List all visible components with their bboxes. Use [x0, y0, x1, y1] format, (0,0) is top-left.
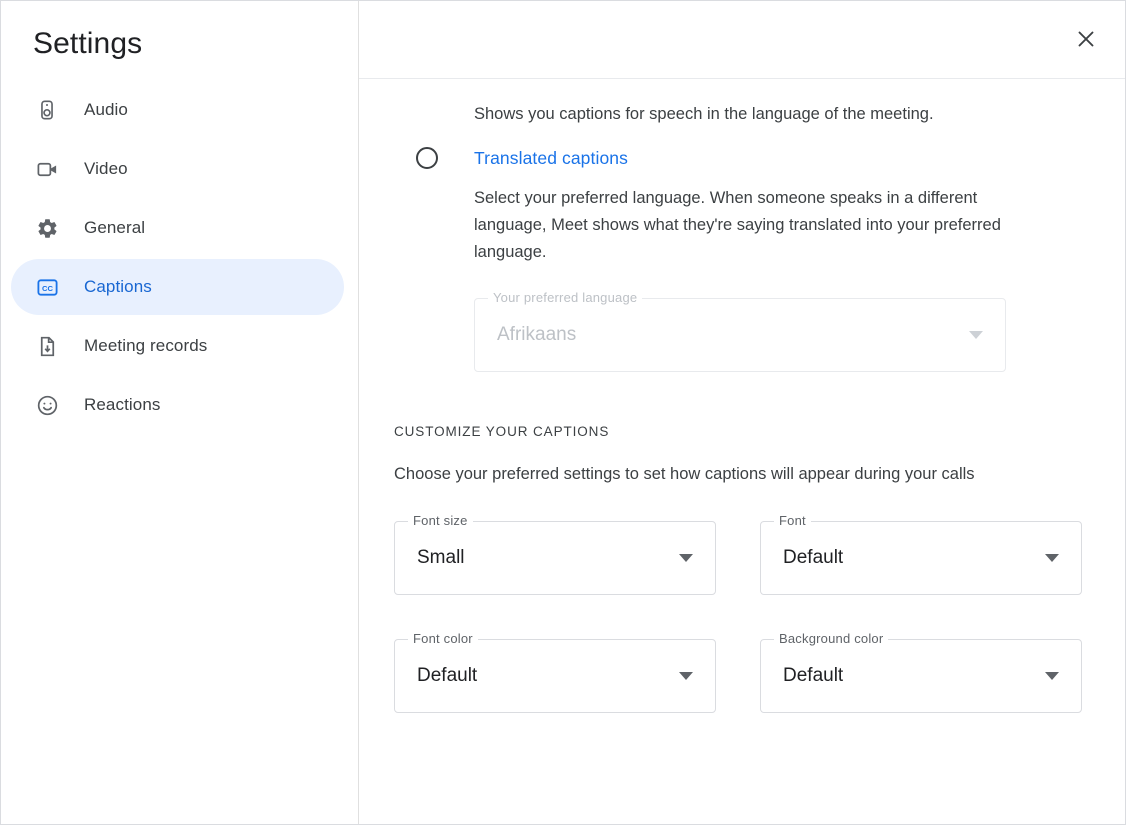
background-color-legend: Background color: [774, 631, 888, 646]
speaker-icon: [35, 98, 59, 122]
gear-icon: [35, 216, 59, 240]
file-download-icon: [35, 334, 59, 358]
captions-lead-text: Shows you captions for speech in the language of the meeting.: [474, 105, 934, 123]
background-color-select[interactable]: [760, 631, 1082, 713]
font-size-value: Small: [417, 547, 465, 568]
sidebar-item-label: Meeting records: [84, 336, 208, 355]
chevron-down-icon: [1045, 672, 1059, 680]
video-camera-icon: [35, 157, 59, 181]
smiley-face-icon: [35, 393, 59, 417]
customize-captions-grid: [394, 513, 1082, 713]
chevron-down-icon: [969, 331, 983, 339]
font-color-value: Default: [417, 665, 478, 686]
sidebar-item-general[interactable]: [11, 200, 344, 256]
translated-captions-label[interactable]: Translated captions: [474, 147, 628, 168]
chevron-down-icon: [679, 672, 693, 680]
dialog-header: [359, 1, 1126, 79]
sidebar-item-label: General: [84, 218, 146, 237]
sidebar-nav: [1, 82, 358, 433]
font-color-select[interactable]: [394, 631, 716, 713]
font-color-legend: Font color: [408, 631, 478, 646]
translated-captions-description: Select your preferred language. When someone speaks in a different language, Meet shows what they're saying translated into your preferred language.: [474, 189, 1001, 261]
sidebar-item-video[interactable]: [11, 141, 344, 197]
chevron-down-icon: [1045, 554, 1059, 562]
closed-caption-icon: [35, 275, 59, 299]
captions-settings-content: [359, 79, 1126, 713]
font-size-select[interactable]: [394, 513, 716, 595]
sidebar-item-label: Captions: [84, 277, 152, 296]
settings-sidebar: [1, 1, 359, 824]
sidebar-item-reactions[interactable]: [11, 377, 344, 433]
font-value: Default: [783, 547, 844, 568]
page-title: Settings: [33, 27, 143, 60]
preferred-language-field-wrapper: [474, 290, 1006, 372]
close-button[interactable]: [1066, 21, 1106, 61]
font-size-legend: Font size: [408, 513, 473, 528]
translated-captions-option[interactable]: [394, 147, 1082, 169]
preferred-language-select[interactable]: [474, 290, 1006, 372]
chevron-down-icon: [679, 554, 693, 562]
sidebar-item-label: Audio: [84, 100, 128, 119]
preferred-language-legend: Your preferred language: [488, 290, 642, 305]
svg-text:CC: CC: [41, 283, 53, 293]
translated-captions-radio[interactable]: [416, 147, 438, 169]
sidebar-item-audio[interactable]: [11, 82, 344, 138]
sidebar-item-label: Reactions: [84, 395, 161, 414]
sidebar-item-label: Video: [84, 159, 128, 178]
font-select[interactable]: [760, 513, 1082, 595]
background-color-value: Default: [783, 665, 844, 686]
sidebar-item-captions[interactable]: [11, 259, 344, 315]
preferred-language-value: Afrikaans: [497, 324, 577, 345]
close-icon: [1074, 27, 1098, 56]
sidebar-item-meeting-records[interactable]: [11, 318, 344, 374]
font-legend: Font: [774, 513, 811, 528]
customize-captions-heading: CUSTOMIZE YOUR CAPTIONS: [394, 424, 610, 439]
customize-captions-description: Choose your preferred settings to set how captions will appear during your calls: [394, 465, 975, 483]
settings-main-panel: [359, 1, 1126, 824]
